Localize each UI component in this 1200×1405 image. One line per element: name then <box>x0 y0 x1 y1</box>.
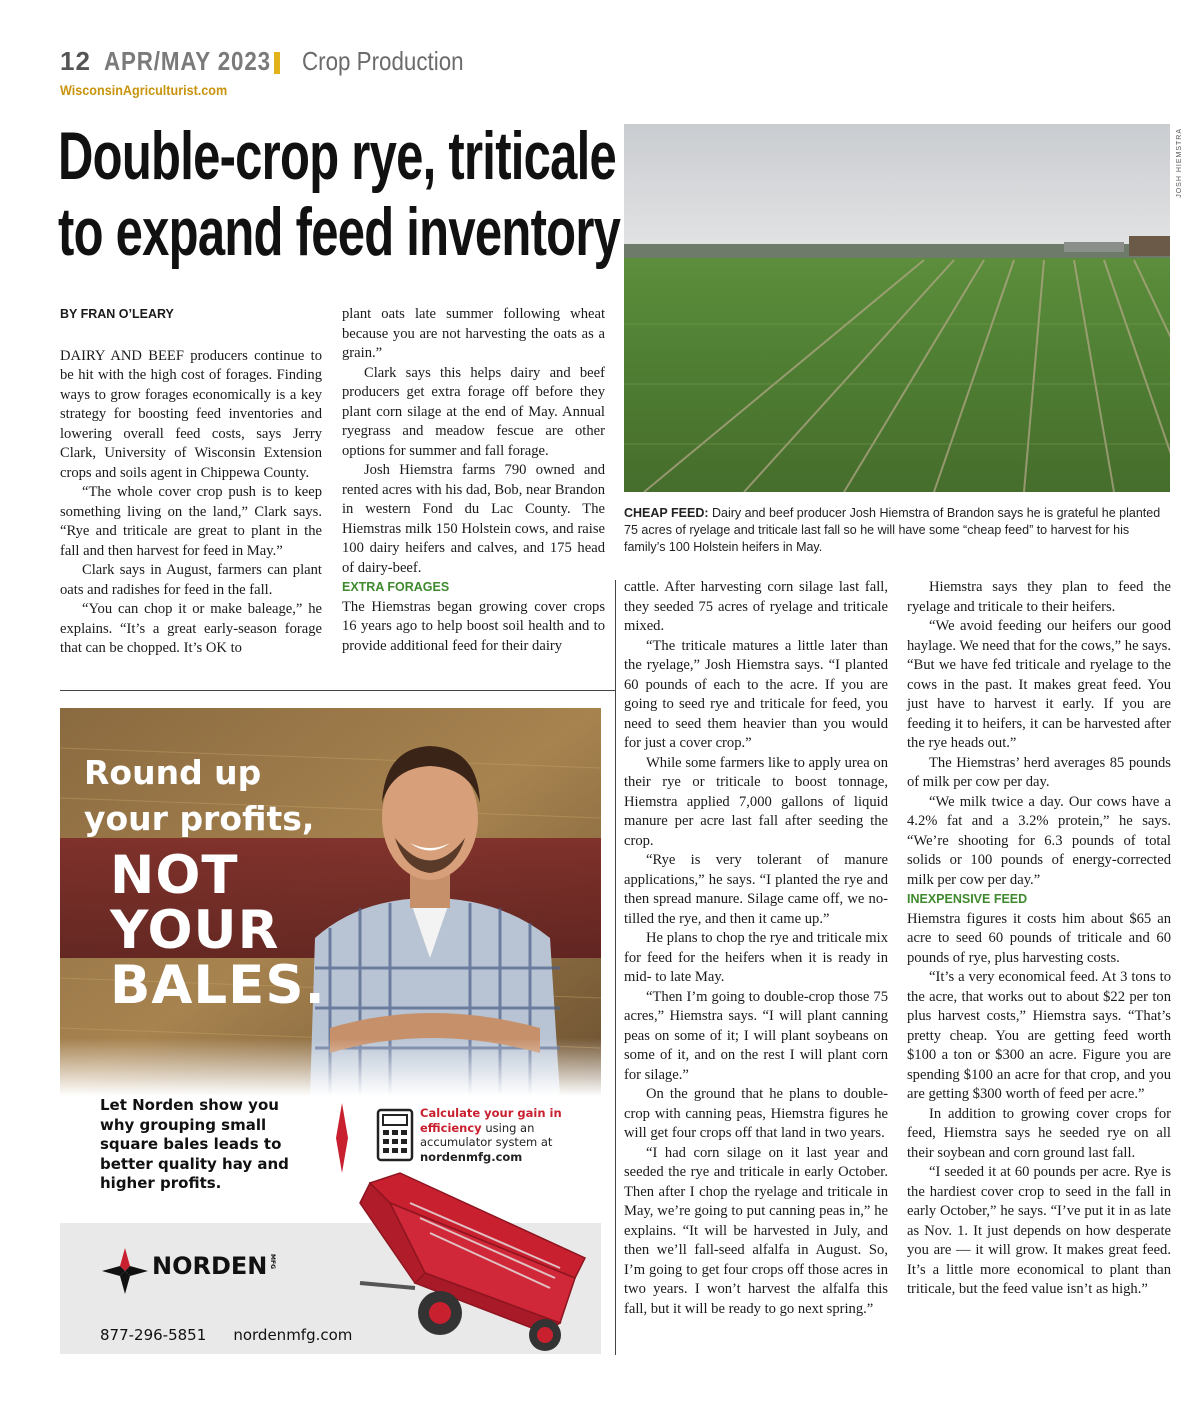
paragraph: “We avoid feeding our heifers our good haylage. We need that for the cows,” he says. “But we have fed triticale and ryelage to the cows in the past. It makes great feed. You just have to harvest it early. If you are feeding it to heifers, it can be harvested after the rye heads out.” <box>907 618 1171 751</box>
paragraph: He plans to chop the rye and triticale mix for feed for the heifers when it is ready in mid- to late May. <box>624 930 888 985</box>
article-column-3 <box>624 578 888 1319</box>
norden-brand-suffix: MFG <box>269 1254 276 1269</box>
paragraph: plant oats late summer following wheat because you are not harvesting the oats as a grain.” <box>342 306 605 361</box>
calculator-callout <box>420 1106 590 1164</box>
paragraph: “The triticale matures a little later than the ryelage,” Josh Hiemstra says. “I planted 60 pounds of each to the acre. If you are going to seed rye and triticale for feed, you need to seed them heavier than you would for just a cover crop.” <box>624 637 888 751</box>
ad-body-text: Let Norden show you why grouping small square bales leads to better quality hay and higher profits. <box>100 1096 289 1192</box>
field-photo <box>624 124 1170 492</box>
subhead-extra-forages: EXTRA FORAGES <box>342 580 450 594</box>
paragraph: Hiemstra says they plan to feed the ryelage and triticale to their heifers. <box>907 579 1171 615</box>
calc-mid: using an accumulator system at <box>420 1120 553 1149</box>
ad-headline-top <box>84 750 314 842</box>
paragraph: DAIRY AND BEEF producers continue to be hit with the high cost of forages. Finding ways to grow forages economically is a key strategy for boosting feed inventories and lowering overall feed costs, says Jerry Clark, University of Wisconsin Extension crops and soils agent in Chippewa County. <box>60 347 322 481</box>
paragraph: “Rye is very tolerant of manure applications,” he says. “I planted the rye and then spread manure. Silage came off, we no-tilled the rye, and then it came up.” <box>624 852 888 927</box>
ad-phone[interactable]: 877-296-5851 <box>100 1326 207 1344</box>
article-column-4 <box>907 578 1171 1300</box>
column-divider-vertical <box>615 580 616 1355</box>
paragraph: On the ground that he plans to double-crop with canning peas, Hiemstra figures he will get four crops off that land in two years. <box>624 1086 888 1141</box>
paragraph: The Hiemstras began growing cover crops 16 years ago to help boost soil health and to provide additional feed for their dairy <box>342 598 605 654</box>
paragraph: In addition to growing cover crops for feed, Hiemstra says he seeded rye on all their soybean and corn ground last fall. <box>907 1105 1171 1161</box>
headline-line-1: Double-crop rye, triticale <box>58 118 617 194</box>
paragraph: cattle. After harvesting corn silage last fall, they seeded 75 acres of ryelage and triticale mixed. <box>624 579 888 634</box>
field-photo-svg <box>624 124 1170 492</box>
paragraph: Josh Hiemstra farms 790 owned and rented acres with his dad, Bob, near Brandon in western Fond du Lac County. The Hiemstras milk 150 Holstein cows, and raise 100 dairy heifers and calves, and 175 head of dairy-beef. <box>342 462 606 576</box>
page-number: 12 <box>60 46 91 76</box>
ad-website[interactable]: nordenmfg.com <box>233 1326 353 1344</box>
paragraph: “Then I’m going to double-crop those 75 acres,” Hiemstra says. “I will plant canning peas on some of it; I will plant soybeans on some of it, and on the rest I will plant corn for silage.” <box>624 988 888 1083</box>
column-divider-horizontal <box>60 690 616 691</box>
paragraph: Hiemstra figures it costs him about $65 an acre to seed 60 pounds of triticale and 60 pounds of rye, plus harvesting costs. <box>907 910 1171 966</box>
calc-url[interactable]: nordenmfg.com <box>420 1149 523 1164</box>
paragraph: “You can chop it or make baleage,” he explains. “It’s a great early-season forage that can be chopped. It’s OK to <box>60 601 322 656</box>
bale-accumulator-machine <box>330 1163 600 1353</box>
article-column-1 <box>60 305 322 659</box>
caption-text: Dairy and beef producer Josh Hiemstra of Brandon says he is grateful he planted 75 acres of ryelage and triticale last fall so he will have some “cheap feed” to harvest for his family’s 100 Holstein heifers in May. <box>624 506 1161 554</box>
paragraph: “I had corn silage on it last year and seeded the rye and triticale in early October. Then after I chop the ryelage and triticale in May, we’re going to put canning peas in,” he explains. “It will be harvested in July, and then we’ll fall-seed alfalfa in August. So, I’m going to get four crops off those acres in two years. I won’t harvest the alfalfa this fall, but it will be ready to go next spring.” <box>624 1144 888 1317</box>
ad-contact-line <box>100 1326 352 1344</box>
paragraph: Clark says this helps dairy and beef producers get extra forage off before they plant corn silage at the end of May. Annual ryegrass and meadow fescue are other options for summer and fall forage. <box>342 364 605 459</box>
caption-label: CHEAP FEED: <box>624 506 709 520</box>
paragraph: “It’s a very economical feed. At 3 tons to the acre, that works out to about $22 per ton plus harvest costs,” Hiemstra says. “That’s pretty cheap. You are getting feed worth $100 a ton or $300 an acre. Figure you are spending $100 an acre for that crop, and you are getting $300 worth of feed per acre.” <box>907 969 1171 1102</box>
ad-headline-line: YOUR <box>110 900 280 961</box>
header-divider <box>274 52 280 74</box>
photo-caption <box>624 505 1170 556</box>
issue-date: APR/MAY 2023 <box>104 46 271 76</box>
headline <box>58 118 621 270</box>
byline: BY FRAN O’LEARY <box>60 307 174 321</box>
calculator-icon <box>376 1108 414 1162</box>
ad-headline-line: your profits, <box>84 799 315 838</box>
ad-headline-line: NOT <box>110 845 239 906</box>
norden-brand: NORDEN <box>152 1252 268 1280</box>
paragraph: “We milk twice a day. Our cows have a 4.2% fat and a 3.2% protein,” he says. “We’re shooting for 6.3 pounds of total solids or 100 pounds of energy-corrected milk per cow per day.” <box>907 793 1171 888</box>
article-column-2 <box>342 305 605 656</box>
norden-logo-icon <box>102 1248 148 1294</box>
calc-headline: Calculate your gain in efficiency <box>420 1106 562 1135</box>
ad-headline-emphasis <box>110 845 326 1016</box>
paragraph: The Hiemstras’ herd averages 85 pounds of milk per cow per day. <box>907 754 1171 790</box>
norden-advertisement[interactable] <box>60 708 601 1354</box>
ad-headline-line: Round up <box>84 753 262 792</box>
photo-credit: JOSH HIEMSTRA <box>1176 128 1183 198</box>
paragraph: “The whole cover crop push is to keep something living on the land,” Clark says. “Rye and triticale are great to plant in the fall and then harvest for feed in May.” <box>60 484 322 559</box>
headline-line-2: to expand feed inventory <box>58 194 621 270</box>
website-link[interactable]: WisconsinAgriculturist.com <box>60 82 228 98</box>
paragraph: “I seeded it at 60 pounds per acre. Rye is the hardiest cover crop to seed in the fall in early October,” he says. “I’ve put it in as late as Nov. 1. It just depends on how desperate you are — it will grow. It makes great feed. It’s a little more economical to plant than triticale, but the feed value isn’t as high.” <box>907 1164 1171 1297</box>
paragraph: Clark says in August, farmers can plant oats and radishes for feed in the fall. <box>60 562 322 598</box>
paragraph: While some farmers like to apply urea on their rye or triticale to boost tonnage, Hiemstra applied 7,000 gallons of liquid manure per acre last fall after seeding the crop. <box>624 754 888 849</box>
section-name: Crop Production <box>302 46 464 76</box>
subhead-inexpensive-feed: INEXPENSIVE FEED <box>907 892 1028 906</box>
ad-headline-line: BALES. <box>110 955 326 1016</box>
